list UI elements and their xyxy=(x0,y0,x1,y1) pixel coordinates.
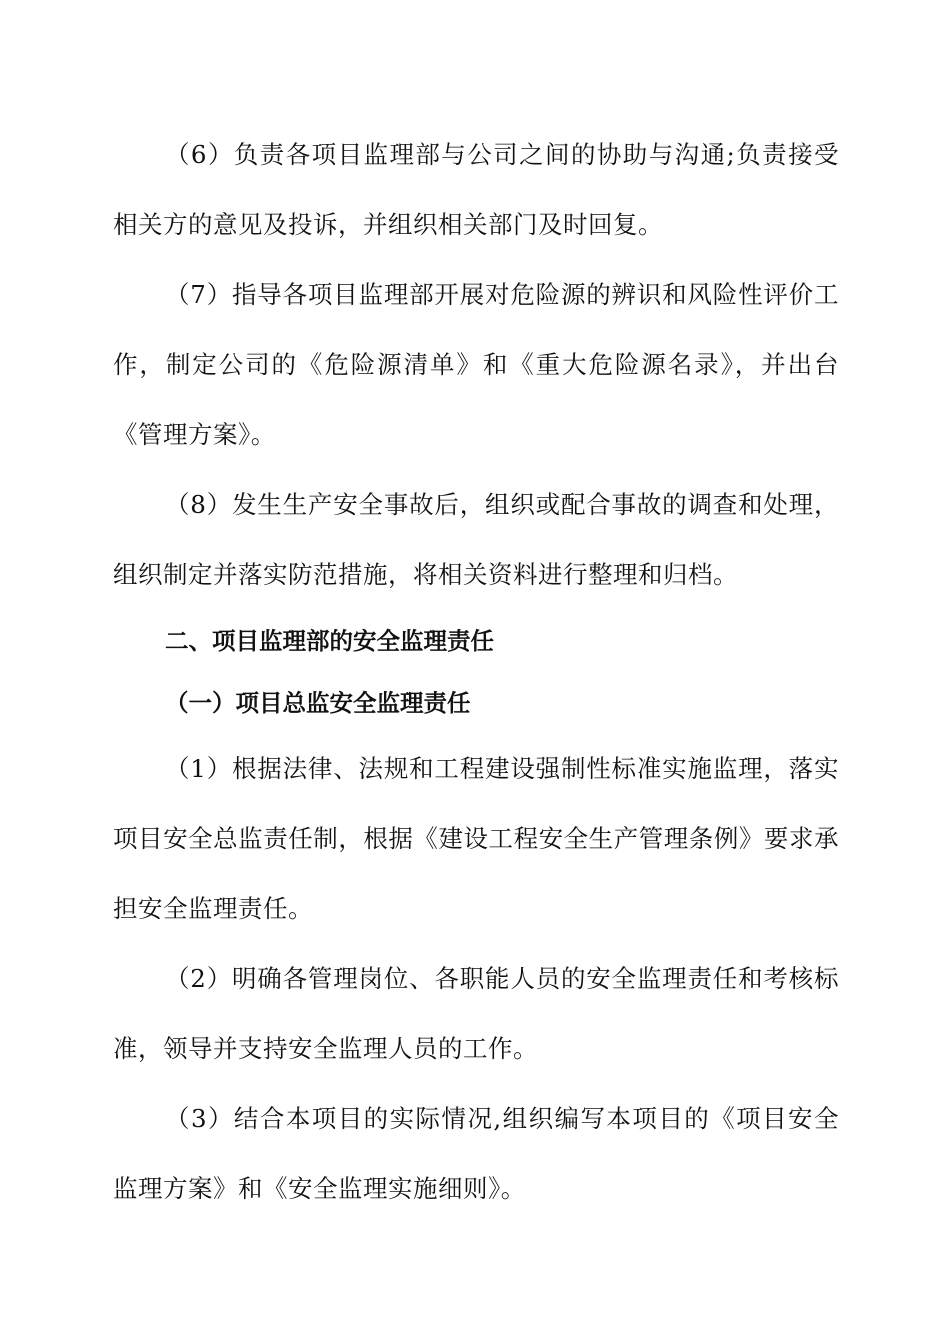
paragraph-item-6: （6）负责各项目监理部与公司之间的协助与沟通;负责接受相关方的意见及投诉，并组织相关部门及时回复。 xyxy=(113,140,839,239)
paragraph-item-3: （3）结合本项目的实际情况,组织编写本项目的《项目安全监理方案》和《安全监理实施细则》。 xyxy=(113,1104,839,1203)
paragraph-item-7: （7）指导各项目监理部开展对危险源的辨识和风险性评价工作，制定公司的《危险源清单》和《重大危险源名录》，并出台《管理方案》。 xyxy=(113,280,839,449)
paragraph-item-2: （2）明确各管理岗位、各职能人员的安全监理责任和考核标准，领导并支持安全监理人员的工作。 xyxy=(113,964,839,1063)
paragraph-item-8: （8）发生生产安全事故后，组织或配合事故的调查和处理，组织制定并落实防范措施，将相关资料进行整理和归档。 xyxy=(113,490,839,589)
section-heading: 二、项目监理部的安全监理责任 xyxy=(165,627,494,655)
paragraph-item-1: （1）根据法律、法规和工程建设强制性标准实施监理，落实项目安全总监责任制，根据《建设工程安全生产管理条例》要求承担安全监理责任。 xyxy=(113,754,839,923)
document-body xyxy=(113,120,839,1224)
subsection-heading: （一）项目总监安全监理责任 xyxy=(165,689,471,717)
